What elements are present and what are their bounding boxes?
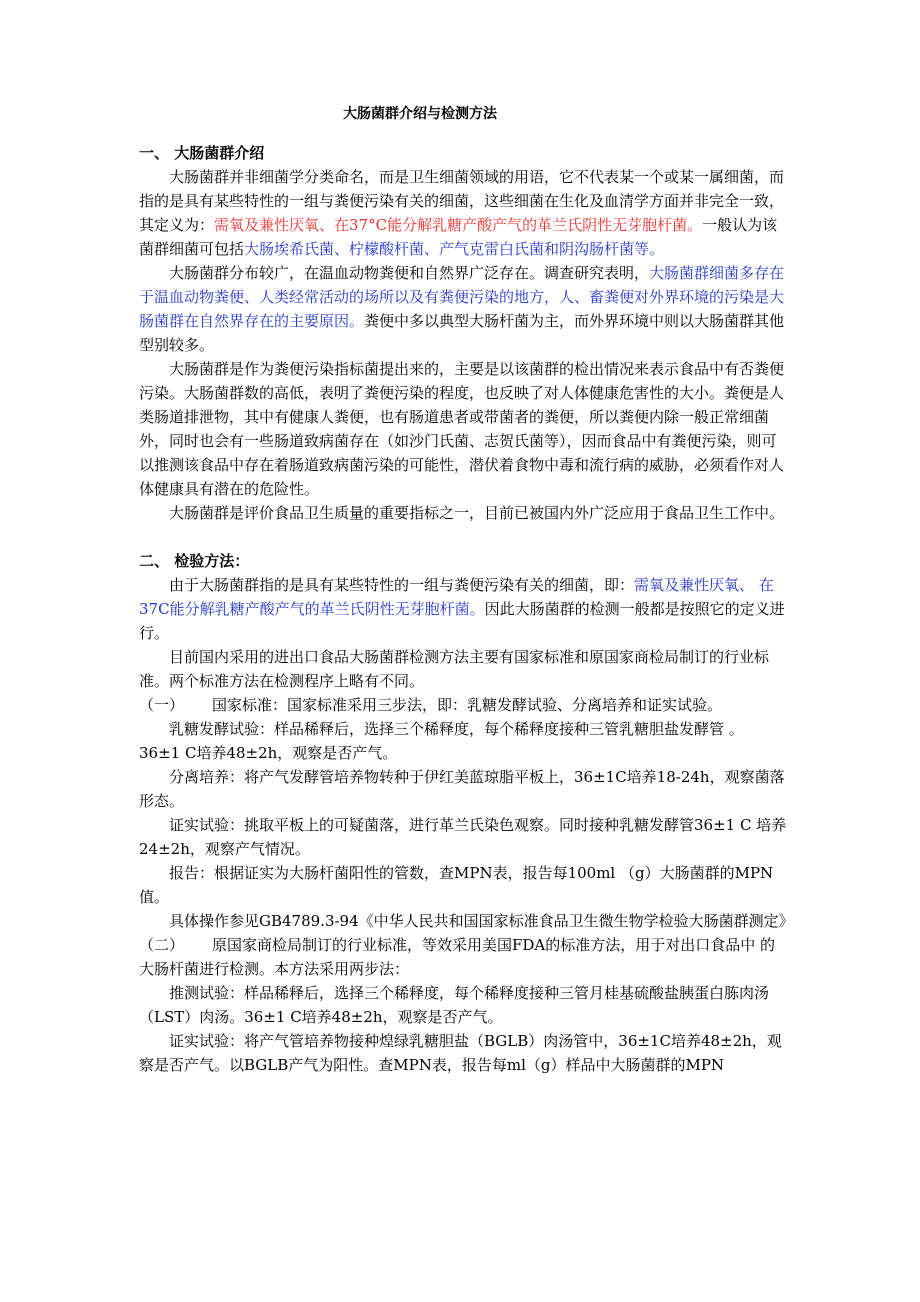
standard-2-text: 原国家商检局制订的行业标准，等效采用美国FDA的标准方法，用于对出口食品中 的大肠杆菌进行检测。本方法采用两步法： <box>139 936 776 978</box>
section-1-heading: 一、 大肠菌群介绍 <box>139 144 265 162</box>
text-run: 因此大肠菌群的检测一般都是按照它的定义进行。 <box>139 600 785 642</box>
text-run: 大肠菌群分布较广，在温血动物粪便和自然界广泛存在。调查研究表明， <box>169 264 650 282</box>
confirmation-test-step-2: 证实试验：将产气管培养物接种煌绿乳糖胆盐（BGLB）肉汤管中，36±1C培养48±2h，观察是否产气。以BGLB产气为阳性。查MPN表，报告每ml（g）样品中大肠菌群的MPN <box>139 1032 782 1074</box>
document-title: 大肠菌群介绍与检测方法 <box>343 106 497 122</box>
confirmation-test-step: 证实试验：挑取平板上的可疑菌落，进行革兰氏染色观察。同时接种乳糖发酵管36±1 C 培养24±2h，观察产气情况。 <box>139 816 787 858</box>
section-1-paragraph-2 <box>139 261 789 357</box>
lactose-fermentation-step: 乳糖发酵试验：样品稀释后，选择三个稀释度，每个稀释度接种三管乳糖胆盐发酵管 。 36±1 C培养48±2h，观察是否产气。 <box>139 720 744 762</box>
standard-1-text: 国家标准：国家标准采用三步法，即：乳糖发酵试验、分离培养和证实试验。 <box>212 696 723 714</box>
presumptive-test-step: 推测试验：样品稀释后，选择三个稀释度，每个稀释度接种三管月桂基硫酸盐胰蛋白胨肉汤（LST）肉汤。36±1 C培养48±2h，观察是否产气。 <box>139 984 770 1026</box>
standard-1 <box>139 693 789 717</box>
report-step: 报告：根据证实为大肠杆菌阳性的管数，查MPN表，报告每100ml （g）大肠菌群的MPN 值。 <box>139 864 774 906</box>
document-body <box>139 141 794 1077</box>
section-gap <box>139 525 789 549</box>
isolation-culture-step: 分离培养：将产气发酵管培养物转种于伊红美蓝琼脂平板上，36±1C培养18-24h，观察菌落形态。 <box>139 768 785 810</box>
section-2-paragraph-2: 目前国内采用的进出口食品大肠菌群检测方法主要有国家标准和原国家商检局制订的行业标准。两个标准方法在检测程序上略有不同。 <box>139 648 770 690</box>
text-run: 需氧及兼性厌氧、在37°C能分解乳糖产酸产气的革兰氏阴性无芽胞杆菌。 <box>214 216 703 234</box>
section-1-paragraph-1 <box>139 165 789 261</box>
text-run: 一般认为该菌群细菌可包括 <box>139 216 778 258</box>
reference-note: 具体操作参见GB4789.3-94《中华人民共和国国家标准食品卫生微生物学检验大肠菌群测定》 <box>169 912 794 930</box>
standard-1-number: （一） <box>139 696 185 714</box>
section-1-paragraph-4: 大肠菌群是评价食品卫生质量的重要指标之一，目前已被国内外广泛应用于食品卫生工作中。 <box>169 504 785 522</box>
section-2-heading: 二、 检验方法： <box>139 552 250 570</box>
text-run: 需氧及兼性厌氧、 在37C能分解乳糖产酸产气的革兰氏阴性无芽胞杆菌。 <box>139 576 774 618</box>
text-run: 大肠菌群细菌多存在于温血动物粪便、人类经常活动的场所以及有粪便污染的地方，人、畜粪便对外界环境的污染是大肠菌群在自然界存在的主要原因。 <box>139 264 785 330</box>
text-run: 大肠菌群并非细菌学分类命名，而是卫生细菌领域的用语，它不代表某一个或某一属细菌，而指的是具有某些特性的一组与粪便污染有关的细菌，这些细菌在生化及血清学方面并非完全一致，其定义为： <box>139 168 785 234</box>
text-run: 大肠埃希氏菌、柠檬酸杆菌、产气克雷白氏菌和阴沟肠杆菌等。 <box>244 240 665 258</box>
standard-2 <box>139 933 789 981</box>
standard-2-number: （二） <box>139 936 185 954</box>
text-run: 粪便中多以典型大肠杆菌为主，而外界环境中则以大肠菌群其他型别较多。 <box>139 312 785 354</box>
section-1-paragraph-3: 大肠菌群是作为粪便污染指标菌提出来的，主要是以该菌群的检出情况来表示食品中有否粪便污染。大肠菌群数的高低，表明了粪便污染的程度，也反映了对人体健康危害性的大小。粪便是人类肠道排泄物，其中有健康人粪便，也有肠道患者或带菌者的粪便，所以粪便内除一般正常细菌外，同时也会有一些肠道致病菌存在（如沙门氏菌、志贺氏菌等），因而食品中有粪便污染，则可以推测该食品中存在着肠道致病菌污染的可能性，潜伏着食物中毒和流行病的威胁，必须看作对人体健康具有潜在的危险性。 <box>139 360 785 498</box>
section-2-paragraph-1 <box>139 573 789 645</box>
text-run: 由于大肠菌群指的是具有某些特性的一组与粪便污染有关的细菌，即： <box>169 576 635 594</box>
